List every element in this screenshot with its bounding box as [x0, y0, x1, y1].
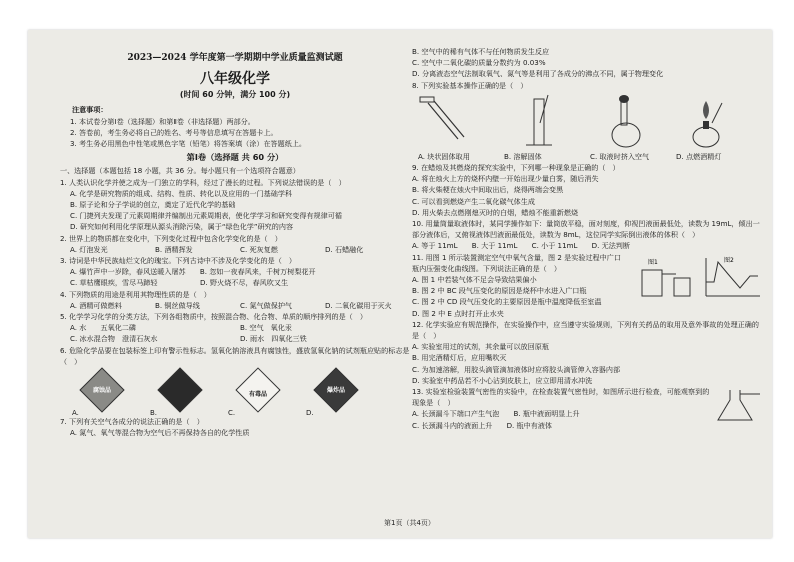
question-option: D. 二氧化碳用于灭火: [325, 300, 392, 310]
question-stem: 6. 危险化学品要在包装标签上印有警示性标志。氢氧化钠溶液具有腐蚀性，盛放氢氧化钠的试剂瓶应贴的标志是（ ）: [60, 345, 410, 366]
question-line: 8. 下列实验基本操作正确的是（ ）: [412, 80, 528, 90]
hazard-text: 有毒品: [248, 391, 267, 399]
note-item: 1. 本试卷分第Ⅰ卷（选择题）和第Ⅱ卷（非选择题）两部分。: [70, 116, 255, 126]
q11-figures: [636, 254, 762, 314]
question-stem: 2. 世界上的物质都在变化中，下列变化过程中包含化学变化的是（ ）: [60, 233, 282, 243]
question-line: A. 图 1 中若装气体不足会导致结果偏小: [412, 275, 537, 285]
question-option: B. 原子论和分子学说的创立，奠定了近代化学的基础: [70, 200, 236, 210]
hazard-text: 腐蚀品: [92, 387, 111, 395]
question-option: C. 氮气做保护气: [240, 300, 293, 310]
question-option: A. 灯泡发光: [70, 244, 108, 254]
hazard-label: B.: [150, 409, 158, 418]
question-line: D. 分离液态空气法制取氧气、氮气等是利用了各成分的沸点不同，属于物理变化: [412, 69, 664, 79]
pressure-curve-icon: [700, 254, 762, 302]
question-stem: 3. 诗词是中华民族灿烂文化的瑰宝。下列古诗中不涉及化学变化的是（ ）: [60, 256, 297, 266]
question-line: B. 用完酒精灯后，应用嘴吹灭: [412, 353, 507, 363]
question-options-row: [70, 300, 410, 311]
hazard-symbols: [72, 372, 410, 416]
left-column: [60, 30, 410, 438]
question-option: C. 草枯鹰眼疾，雪尽马蹄轻 D. 野火烧不尽，春风吹又生: [70, 278, 289, 288]
hazard-label: C.: [228, 409, 236, 418]
apparatus-b: [504, 93, 590, 151]
figure-caption: 图1: [648, 258, 658, 266]
q11-block: [412, 252, 762, 319]
question-option: B. 酒精挥发: [155, 244, 193, 254]
question-line: 10. 用量筒量取液体时，某同学操作如下：量筒放平稳，面对刻度，仰视凹液面最低处，读数为 19mL，倾出一部分液体后，又俯视液体凹液面最低处，读数为 8mL，这位同学实际倒出液体的体积（ ）: [412, 219, 760, 240]
question-line: C. 空气中二氧化碳的质量分数约为 0.03%: [412, 58, 546, 68]
question-option: A. 水 五氧化二磷: [70, 323, 136, 333]
flammable-icon: [157, 367, 202, 412]
hazard-option-b: [150, 372, 228, 416]
apparatus-a: [418, 93, 504, 151]
question-line: 13. 实验室检验装置气密性的实验中，在检查装置气密性时，如图所示进行检查，可能观察到的现象是（ ）: [412, 387, 710, 408]
alcohol-lamp-icon: [676, 93, 756, 151]
measuring-cylinder-icon: [504, 93, 584, 151]
question-option: A. 爆竹声中一岁除，春风送暖入屠苏 B. 忽如一夜春风来，千树万树梨花开: [70, 267, 316, 277]
question-options-row: [70, 322, 410, 333]
exam-title-subject: 八年级化学: [200, 71, 270, 88]
notes-heading: 注意事项：: [72, 105, 108, 115]
question-stem: 5. 化学学习化学的分类方法，下列各组物质中，按照混合物、化合物、单质的顺序排列的是（ ）: [60, 312, 367, 322]
question-line: C. 为加速溶解，用胶头滴管滴加液体时应将胶头滴管伸入容器内部: [412, 364, 621, 374]
question-line: D. 用火柴去点燃刚熄灭时的白烟，蜡烛不能重新燃烧: [412, 207, 579, 217]
hazard-option-a: [72, 372, 150, 416]
question-option: D. 研究如何利用化学原理从源头消除污染，属于“绿色化学”研究的内容: [70, 222, 294, 232]
page-number: 第1页（共4页）: [384, 519, 435, 527]
question-options-row: [70, 333, 410, 344]
question-line: A. 将在烛火上方的烧杯内壁一开始出现少量白雾，随后消失: [412, 174, 599, 184]
question-line: 12. 化学实验应有规范操作，在实验操作中，应当遵守实验规则，下列有关药品的取用及意外事故的处理正确的是（ ）: [412, 319, 759, 341]
hazard-label: D.: [306, 409, 314, 418]
question-line: 9. 在蜡烛及其燃烧的探究实验中，下列哪一种现象是正确的（ ）: [412, 163, 620, 173]
apparatus-label: B. 溶解固体: [504, 151, 542, 161]
question-option: D. 雨水 四氧化三铁: [240, 334, 307, 344]
flask-apparatus-icon: [636, 254, 694, 302]
question-line: A. 长颈漏斗下端口产生气泡 B. 瓶中液面明显上升: [412, 409, 580, 419]
apparatus-c: [590, 93, 676, 151]
exam-title-line1: 2023—2024 学年度第一学期期中学业质量监测试题: [127, 53, 343, 63]
note-item: 3. 考生务必用黑色中性笔或黑色字笔（铅笔）将答案填（涂）在答题纸上。: [70, 139, 307, 149]
question-option: B. 铜丝做导线: [155, 300, 200, 310]
hazard-label: A.: [72, 409, 79, 418]
question-stem: 1. 人类认识化学并使之成为一门独立的学科，经过了漫长的过程。下列说法错误的是（ ）: [60, 177, 346, 187]
question-option: D. 石蜡融化: [325, 244, 364, 254]
question-option: A. 氮气、氧气等混合物为空气后不再保持各自的化学性质: [70, 428, 250, 438]
question-option: A. 化学是研究物质的组成、结构、性质、转化以及应用的一门基础学科: [70, 188, 293, 198]
question-line: B. 图 2 中 BC 段气压变化的原因是烧杯中水进入广口瓶: [412, 286, 587, 296]
question-line: D. 图 2 中 E 点时打开止水夹: [412, 308, 504, 318]
question-line: C. 图 2 中 CD 段气压变化的主要原因是瓶中温度降低至室温: [412, 297, 602, 307]
question-options-row: [70, 244, 410, 255]
figure-caption: 图2: [724, 256, 734, 264]
question-line: A. 等于 11mL B. 大于 11mL C. 小于 11mL D. 无法判断: [412, 241, 630, 251]
section-intro: 一、选择题（本题包括 18 小题，共 36 分。每小题只有一个选项符合题意）: [60, 166, 300, 176]
question-option: C. 门捷列夫发现了元素周期律并编制出元素周期表，使化学学习和研究变得有规律可循: [70, 211, 342, 221]
apparatus-label: A. 块状固体取用: [418, 151, 470, 161]
q13-block: [412, 386, 762, 431]
apparatus-figures: [418, 93, 762, 151]
question-line: C. 可以看到燃烧产生二氧化碳气体生成: [412, 196, 535, 206]
question-option: A. 酒精可做燃料: [70, 300, 122, 310]
hazard-option-c: [228, 372, 306, 416]
question-line: A. 实验室用过的试剂，其余量可以放回原瓶: [412, 342, 549, 352]
question-stem: 4. 下列物质的用途是利用其物理性质的是（ ）: [60, 289, 211, 299]
question-line: D. 实验室中药品若不小心沾到皮肤上，应立即用清水冲洗: [412, 375, 593, 385]
dropper-bottle-icon: [590, 93, 670, 151]
question-line: B. 空气中的稀有气体不与任何物质发生反应: [412, 47, 550, 56]
exam-time-score: (时间 60 分钟，满分 100 分): [179, 90, 291, 100]
apparatus-label: D. 点燃酒精灯: [676, 151, 722, 161]
question-option: B. 空气 氧化汞: [240, 323, 292, 333]
question-stem: 7. 下列有关空气各成分的说法正确的是（ ）: [60, 417, 204, 427]
question-line: C. 长颈漏斗内的液面上升 D. 瓶中有液体: [412, 420, 553, 430]
note-item: 2. 答卷前，考生务必将自己的姓名、考号等信息填写在答题卡上。: [70, 127, 278, 137]
hazard-option-d: [306, 372, 384, 416]
apparatus-labels: [418, 151, 762, 162]
right-column: [412, 46, 762, 431]
q11-text: [412, 252, 628, 319]
conical-flask-icon: [712, 386, 762, 422]
section-title: 第Ⅰ卷（选择题 共 60 分）: [186, 152, 284, 163]
apparatus-d: [676, 93, 762, 151]
test-tube-icon: [418, 93, 498, 151]
question-line: B. 将火柴梗在烛火中间取出后，烧得两端会变黑: [412, 185, 564, 195]
q13-text: [412, 386, 712, 431]
question-option: C. 冰水混合物 澄清石灰水: [70, 334, 158, 344]
exam-sheet: [28, 30, 772, 538]
apparatus-label: C. 取液时挤入空气: [590, 151, 650, 161]
question-option: C. 死灰复燃: [240, 244, 278, 254]
question-line: 11. 用图 1 所示装置测定空气中氧气含量，图 2 是实验过程中广口瓶内压强变化曲线图。下列说法正确的是（ ）: [412, 252, 621, 273]
hazard-text: 爆炸品: [326, 387, 345, 395]
